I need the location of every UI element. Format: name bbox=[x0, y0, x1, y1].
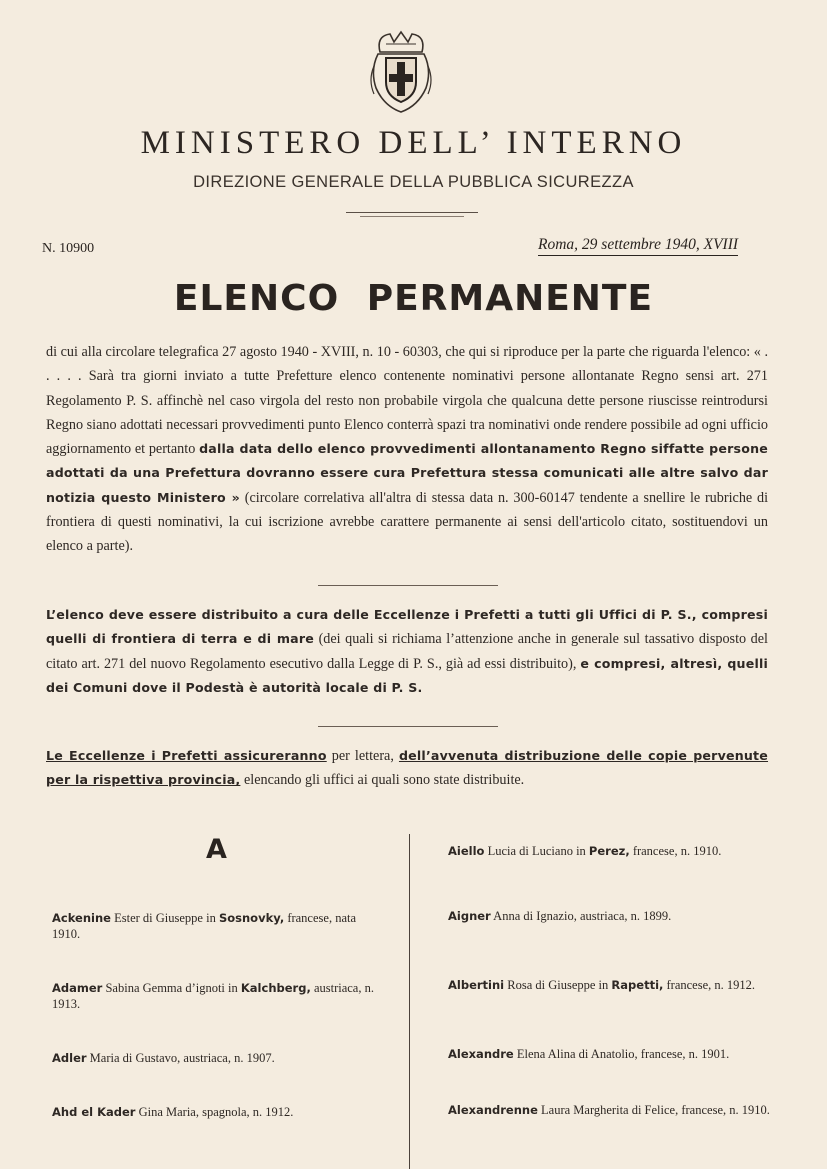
entry-married-name: Perez, bbox=[588, 844, 630, 858]
paragraph-text: elencando gli uffici ai quali sono state distribuite. bbox=[243, 772, 525, 789]
entry-married-name: Kalchberg, bbox=[240, 981, 311, 995]
entry-surname: Albertini bbox=[448, 978, 505, 992]
protocol-number: N. 10900 bbox=[42, 241, 95, 256]
list-entry bbox=[448, 843, 774, 859]
list-entry bbox=[52, 980, 374, 1012]
entry-details: Maria di Gustavo, austriaca, n. 1907. bbox=[89, 1051, 275, 1065]
entry-tail: austriaca, n. 1913. bbox=[52, 981, 374, 1011]
paragraph-emphasis: e compresi, altresì, quelli dei Comuni dove il Podestà è autorità locale di P. S. bbox=[46, 655, 769, 695]
place: Roma, bbox=[538, 236, 579, 253]
separator-rule bbox=[318, 585, 498, 586]
paragraph-text: (dei quali si richiama l’attenzione anche in generale sul tassativo disposto del citato art. 271 del nuovo Regolamento esecutivo dalla Legge di P. S., già ad essi distribuito), bbox=[46, 631, 768, 672]
ornamental-rule bbox=[346, 212, 478, 213]
entry-details: Rosa di Giuseppe in bbox=[507, 978, 609, 992]
entry-details: Laura Margherita di Felice, francese, n. 1910. bbox=[541, 1103, 770, 1117]
entry-surname: Adamer bbox=[52, 981, 103, 995]
paragraph-emphasis: Le Eccellenze i Prefetti assicureranno bbox=[46, 748, 327, 763]
entry-married-name: Sosnovky, bbox=[218, 911, 285, 925]
entry-married-name: Rapetti, bbox=[611, 978, 664, 992]
list-entry bbox=[448, 1046, 774, 1062]
date: 29 settembre 1940, XVIII bbox=[581, 236, 739, 253]
entry-tail: francese, nata 1910. bbox=[52, 911, 357, 941]
entry-tail: francese, n. 1910. bbox=[632, 844, 722, 858]
direction-subheading: DIREZIONE GENERALE DELLA PUBBLICA SICUREZZA bbox=[193, 173, 634, 191]
entry-surname: Ahd el Kader bbox=[52, 1105, 136, 1119]
entry-details: Lucia di Luciano in bbox=[487, 844, 586, 858]
entry-surname: Alexandrenne bbox=[448, 1103, 538, 1117]
entry-surname: Ackenine bbox=[52, 911, 111, 925]
paragraph-circular bbox=[46, 340, 768, 559]
place-date bbox=[538, 236, 738, 256]
paragraph-distribution bbox=[46, 603, 768, 700]
separator-rule bbox=[318, 726, 498, 727]
paragraph-emphasis: L’elenco deve essere distribuito a cura delle Eccellenze i Prefetti a tutti gli Uffici di P. S., compresi quelli di frontiera di terra e di mare bbox=[46, 607, 768, 647]
entry-details: Ester di Giuseppe in bbox=[114, 911, 216, 925]
list-entry bbox=[52, 1050, 374, 1066]
entry-surname: Adler bbox=[52, 1051, 87, 1065]
list-entry bbox=[52, 910, 374, 942]
coat-of-arms-emblem bbox=[366, 30, 436, 114]
document-title: ELENCO PERMANENTE bbox=[173, 278, 654, 319]
list-entry bbox=[448, 1102, 774, 1118]
entry-tail: francese, n. 1912. bbox=[666, 978, 756, 992]
paragraph-prefects bbox=[46, 744, 768, 793]
ministry-heading: MINISTERO DELL’ INTERNO bbox=[140, 125, 687, 161]
paragraph-text: (circolare correlativa all'altra di stessa data n. 300-60147 tendente a snellire le rubriche di frontiera di questi nominativi, la cui iscrizione avrebbe carattere permanente ai sensi dell'articolo citato, sostituendovi un elenco a parte). bbox=[46, 489, 769, 555]
entry-details: Sabina Gemma d’ignoti in bbox=[105, 981, 238, 995]
column-divider bbox=[409, 834, 410, 1169]
entry-surname: Aigner bbox=[448, 909, 491, 923]
section-letter: A bbox=[206, 834, 227, 865]
entry-details: Gina Maria, spagnola, n. 1912. bbox=[138, 1105, 294, 1119]
paragraph-text: di cui alla circolare telegrafica 27 agosto 1940 - XVIII, n. 10 - 60303, che qui si riproduce per la parte che riguarda l'elenco: « . . . . . Sarà tra giorni inviato a tutte Prefetture elenco contenente nominativi persone allontanate Regno sensi art. 271 Regolamento P. S. affinchè nel caso virgola del resto non probabile virgola che qualcuna dette persone riuscisse reintrodursi Regno siano adottati necessari provvedimenti punto Elenco conterrà spazi tra nominativi onde rendere possibile ad ogni ufficio aggiornamento et pertanto bbox=[46, 344, 768, 458]
entry-surname: Aiello bbox=[448, 844, 485, 858]
paragraph-text: per lettera, bbox=[331, 748, 394, 764]
list-entry bbox=[52, 1104, 374, 1120]
entry-surname: Alexandre bbox=[448, 1047, 514, 1061]
entry-details: Anna di Ignazio, austriaca, n. 1899. bbox=[493, 909, 672, 923]
paragraph-emphasis: dalla data dello elenco provvedimenti allontanamento Regno siffatte persone adottati da una Prefettura dovranno essere cura Prefettura stessa comunicati alle altre salvo dar notizia questo Ministero » bbox=[46, 441, 768, 505]
list-entry bbox=[448, 908, 774, 924]
paragraph-emphasis: dell’avvenuta distribuzione delle copie pervenute per la rispettiva provincia, bbox=[46, 748, 769, 788]
ornamental-rule bbox=[360, 216, 464, 217]
list-entry bbox=[448, 977, 774, 993]
entry-details: Elena Alina di Anatolio, francese, n. 1901. bbox=[516, 1047, 730, 1061]
